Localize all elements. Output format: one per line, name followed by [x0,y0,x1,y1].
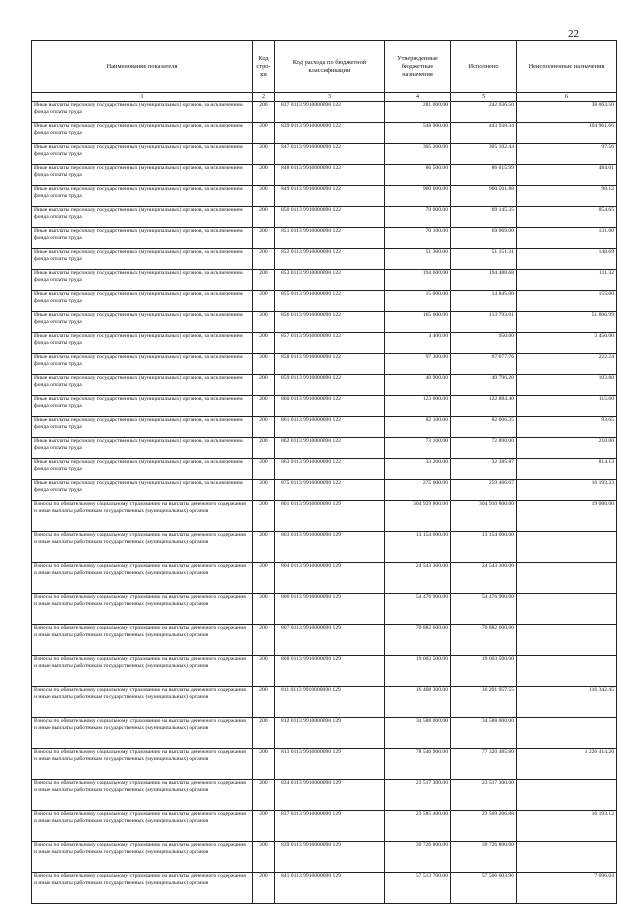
table-row [32,102,617,123]
approved-amount-cell: 51 300.00 [385,249,451,270]
approved-amount-cell: 73 100.00 [385,438,451,459]
header-indicator-name: Наименование показателя [32,41,253,93]
table-row [32,501,617,532]
executed-amount-cell: 13 154 000.00 [451,532,517,563]
executed-amount-cell: 14 845.00 [451,291,517,312]
expense-code-cell: 855 0113 9910000090 122 [275,291,385,312]
unexecuted-amount-cell [517,625,617,656]
line-code-cell: 200 [253,532,275,563]
table-row [32,123,617,144]
line-code-cell: 200 [253,144,275,165]
unexecuted-amount-cell: 103.80 [517,375,617,396]
unexecuted-amount-cell: 814.13 [517,459,617,480]
approved-amount-cell: 54 476 900.00 [385,594,451,625]
expense-code-cell: 862 0113 9910000090 122 [275,438,385,459]
unexecuted-amount-cell: 38 063.50 [517,102,617,123]
indicator-name-cell: Взносы по обязательному социальному страхованию на выплаты денежного содержания и иные выплаты работникам государственных (муниципальных) органов [32,873,253,904]
approved-amount-cell: 82 100.00 [385,417,451,438]
line-code-cell: 200 [253,375,275,396]
line-code-cell: 200 [253,354,275,375]
executed-amount-cell: 32 385.87 [451,459,517,480]
expense-code-cell: 806 0113 9910000090 129 [275,594,385,625]
column-number: 5 [451,93,517,102]
table-row [32,480,617,501]
line-code-cell: 200 [253,291,275,312]
unexecuted-amount-cell: 51 806.99 [517,312,617,333]
line-code-cell: 200 [253,312,275,333]
executed-amount-cell: 443 938.34 [451,123,517,144]
table-row [32,291,617,312]
executed-amount-cell: 51 151.31 [451,249,517,270]
column-number: 4 [385,93,451,102]
table-row [32,749,617,780]
expense-code-cell: 875 0113 9910000090 122 [275,480,385,501]
expense-code-cell: 812 0113 9910000090 129 [275,718,385,749]
executed-amount-cell: 39 726 800.00 [451,842,517,873]
line-code-cell: 200 [253,842,275,873]
indicator-name-cell: Иные выплаты персоналу государственных (муниципальных) органов, за исключением фонда оплаты труда [32,438,253,459]
expense-code-cell: 834 0113 9910000090 129 [275,780,385,811]
expense-code-cell: 849 0113 9910000090 122 [275,186,385,207]
approved-amount-cell: 165 600.00 [385,312,451,333]
indicator-name-cell: Взносы по обязательному социальному страхованию на выплаты денежного содержания и иные выплаты работникам государственных (муниципальных) органов [32,749,253,780]
indicator-name-cell: Иные выплаты персоналу государственных (муниципальных) органов, за исключением фонда оплаты труда [32,396,253,417]
executed-amount-cell: 70 882 600.00 [451,625,517,656]
line-code-cell: 200 [253,438,275,459]
indicator-name-cell: Иные выплаты персоналу государственных (муниципальных) органов, за исключением фонда оплаты труда [32,165,253,186]
unexecuted-amount-cell: 116 342.45 [517,687,617,718]
expense-code-cell: 860 0113 9910000090 122 [275,396,385,417]
unexecuted-amount-cell: 19 000.00 [517,501,617,532]
indicator-name-cell: Иные выплаты персоналу государственных (муниципальных) органов, за исключением фонда оплаты труда [32,102,253,123]
approved-amount-cell: 70 000.00 [385,207,451,228]
unexecuted-amount-cell: 222.24 [517,354,617,375]
table-row [32,594,617,625]
column-number: 6 [517,93,617,102]
indicator-name-cell: Иные выплаты персоналу государственных (муниципальных) органов, за исключением фонда оплаты труда [32,480,253,501]
expense-code-cell: 856 0113 9910000090 122 [275,312,385,333]
expense-code-cell: 850 0113 9910000090 122 [275,207,385,228]
unexecuted-amount-cell: 3 450.00 [517,333,617,354]
table-row [32,687,617,718]
approved-amount-cell: 97 300.00 [385,354,451,375]
approved-amount-cell: 15 000.00 [385,291,451,312]
indicator-name-cell: Иные выплаты персоналу государственных (муниципальных) органов, за исключением фонда оплаты труда [32,228,253,249]
executed-amount-cell: 304 910 800.00 [451,501,517,532]
expense-code-cell: 841 0113 9910000090 129 [275,873,385,904]
approved-amount-cell: 40 900.00 [385,375,451,396]
line-code-cell: 200 [253,656,275,687]
line-code-cell: 200 [253,687,275,718]
indicator-name-cell: Иные выплаты персоналу государственных (муниципальных) органов, за исключением фонда оплаты труда [32,249,253,270]
executed-amount-cell: 259 406.67 [451,480,517,501]
unexecuted-amount-cell: 210.00 [517,438,617,459]
indicator-name-cell: Иные выплаты персоналу государственных (муниципальных) органов, за исключением фонда оплаты труда [32,123,253,144]
table-row [32,312,617,333]
unexecuted-amount-cell: 16 193.12 [517,811,617,842]
expense-code-cell: 861 0113 9910000090 122 [275,417,385,438]
line-code-cell: 200 [253,625,275,656]
indicator-name-cell: Взносы по обязательному социальному страхованию на выплаты денежного содержания и иные выплаты работникам государственных (муниципальных) органов [32,718,253,749]
table-row [32,811,617,842]
table-row [32,438,617,459]
executed-amount-cell: 122 884.40 [451,396,517,417]
approved-amount-cell: 34 588 000.00 [385,718,451,749]
indicator-name-cell: Иные выплаты персоналу государственных (муниципальных) органов, за исключением фонда оплаты труда [32,312,253,333]
column-number: 3 [275,93,385,102]
unexecuted-amount-cell [517,532,617,563]
header-executed: Исполнено [451,41,517,93]
unexecuted-amount-cell: 115.60 [517,396,617,417]
unexecuted-amount-cell: 131.00 [517,228,617,249]
line-code-cell: 200 [253,417,275,438]
executed-amount-cell: 950.00 [451,333,517,354]
expense-code-cell: 839 0113 9910000090 122 [275,123,385,144]
approved-amount-cell: 39 726 800.00 [385,842,451,873]
indicator-name-cell: Взносы по обязательному социальному страхованию на выплаты денежного содержания и иные выплаты работникам государственных (муниципальных) органов [32,532,253,563]
line-code-cell: 200 [253,718,275,749]
expense-code-cell: 859 0113 9910000090 122 [275,375,385,396]
budget-execution-table [31,40,617,904]
expense-code-cell: 863 0113 9910000090 122 [275,459,385,480]
indicator-name-cell: Иные выплаты персоналу государственных (муниципальных) органов, за исключением фонда оплаты труда [32,375,253,396]
executed-amount-cell: 86 015.99 [451,165,517,186]
column-number: 1 [32,93,253,102]
unexecuted-amount-cell [517,594,617,625]
approved-amount-cell: 194 600.00 [385,270,451,291]
line-code-cell: 200 [253,228,275,249]
line-code-cell: 200 [253,594,275,625]
table-row [32,186,617,207]
line-code-cell: 200 [253,396,275,417]
approved-amount-cell: 4 400.00 [385,333,451,354]
unexecuted-amount-cell [517,656,617,687]
table-row [32,718,617,749]
table-body [32,102,617,904]
line-code-cell: 200 [253,780,275,811]
executed-amount-cell: 97 077.76 [451,354,517,375]
executed-amount-cell: 305 102.44 [451,144,517,165]
expense-code-cell: 839 0113 9910000090 129 [275,842,385,873]
approved-amount-cell: 24 543 300.00 [385,563,451,594]
unexecuted-amount-cell [517,718,617,749]
expense-code-cell: 847 0113 9910000090 122 [275,144,385,165]
approved-amount-cell: 70 882 600.00 [385,625,451,656]
executed-amount-cell: 72 890.00 [451,438,517,459]
line-code-cell: 200 [253,102,275,123]
indicator-name-cell: Иные выплаты персоналу государственных (муниципальных) органов, за исключением фонда оплаты труда [32,333,253,354]
executed-amount-cell: 54 476 900.00 [451,594,517,625]
table-row [32,228,617,249]
table-row [32,270,617,291]
approved-amount-cell: 123 000.00 [385,396,451,417]
unexecuted-amount-cell: 148.69 [517,249,617,270]
indicator-name-cell: Взносы по обязательному социальному страхованию на выплаты денежного содержания и иные выплаты работникам государственных (муниципальных) органов [32,563,253,594]
approved-amount-cell: 23 517 300.00 [385,780,451,811]
indicator-name-cell: Иные выплаты персоналу государственных (муниципальных) органов, за исключением фонда оплаты труда [32,144,253,165]
approved-amount-cell: 13 154 000.00 [385,532,451,563]
line-code-cell: 200 [253,333,275,354]
page-number: 22 [568,28,579,40]
executed-amount-cell: 69 145.35 [451,207,517,228]
executed-amount-cell: 34 588 000.00 [451,718,517,749]
expense-code-cell: 803 0113 9910000090 129 [275,532,385,563]
line-code-cell: 200 [253,186,275,207]
line-code-cell: 200 [253,270,275,291]
expense-code-cell: 807 0113 9910000090 129 [275,625,385,656]
expense-code-cell: 837 0113 9910000090 129 [275,811,385,842]
header-unexecuted: Неисполненные назначения [517,41,617,93]
unexecuted-amount-cell: 104 961.66 [517,123,617,144]
unexecuted-amount-cell [517,842,617,873]
header-line-code: Код стро-ки [253,41,275,93]
table-row [32,396,617,417]
executed-amount-cell: 69 969.00 [451,228,517,249]
approved-amount-cell: 33 200.00 [385,459,451,480]
table-row [32,563,617,594]
unexecuted-amount-cell: 16 193.33 [517,480,617,501]
approved-amount-cell: 57 513 700.00 [385,873,451,904]
executed-amount-cell: 194 488.68 [451,270,517,291]
line-code-cell: 200 [253,459,275,480]
expense-code-cell: 813 0113 9910000090 129 [275,749,385,780]
approved-amount-cell: 70 100.00 [385,228,451,249]
table-row [32,780,617,811]
unexecuted-amount-cell [517,780,617,811]
approved-amount-cell: 548 900.00 [385,123,451,144]
indicator-name-cell: Иные выплаты персоналу государственных (муниципальных) органов, за исключением фонда оплаты труда [32,270,253,291]
unexecuted-amount-cell: 97.56 [517,144,617,165]
expense-code-cell: 858 0113 9910000090 122 [275,354,385,375]
approved-amount-cell: 16 408 300.00 [385,687,451,718]
table-row [32,873,617,904]
line-code-cell: 200 [253,563,275,594]
executed-amount-cell: 77 320 485.80 [451,749,517,780]
approved-amount-cell: 23 585 400.00 [385,811,451,842]
indicator-name-cell: Взносы по обязательному социальному страхованию на выплаты денежного содержания и иные выплаты работникам государственных (муниципальных) органов [32,811,253,842]
line-code-cell: 200 [253,249,275,270]
table-row [32,417,617,438]
executed-amount-cell: 113 793.01 [451,312,517,333]
column-number-row [32,93,617,102]
expense-code-cell: 848 0113 9910000090 122 [275,165,385,186]
unexecuted-amount-cell: 155.00 [517,291,617,312]
line-code-cell: 200 [253,165,275,186]
expense-code-cell: 851 0113 9910000090 122 [275,228,385,249]
approved-amount-cell: 281 000.00 [385,102,451,123]
table-row [32,625,617,656]
indicator-name-cell: Взносы по обязательному социальному страхованию на выплаты денежного содержания и иные выплаты работникам государственных (муниципальных) органов [32,687,253,718]
line-code-cell: 200 [253,480,275,501]
line-code-cell: 200 [253,207,275,228]
table-row [32,656,617,687]
line-code-cell: 200 [253,749,275,780]
table-row [32,333,617,354]
executed-amount-cell: 16 291 957.55 [451,687,517,718]
indicator-name-cell: Взносы по обязательному социальному страхованию на выплаты денежного содержания и иные выплаты работникам государственных (муниципальных) органов [32,501,253,532]
header-approved: Утвержденные бюджетные назначения [385,41,451,93]
table-row [32,165,617,186]
indicator-name-cell: Иные выплаты персоналу государственных (муниципальных) органов, за исключением фонда оплаты труда [32,207,253,228]
executed-amount-cell: 242 936.50 [451,102,517,123]
line-code-cell: 200 [253,123,275,144]
line-code-cell: 200 [253,811,275,842]
expense-code-cell: 837 0113 9910000090 122 [275,102,385,123]
table-row [32,532,617,563]
expense-code-cell: 852 0113 9910000090 122 [275,249,385,270]
table-row [32,207,617,228]
approved-amount-cell: 19 003 500.00 [385,656,451,687]
expense-code-cell: 801 0113 9910000090 129 [275,501,385,532]
indicator-name-cell: Иные выплаты персоналу государственных (муниципальных) органов, за исключением фонда оплаты труда [32,186,253,207]
executed-amount-cell: 40 796.20 [451,375,517,396]
indicator-name-cell: Иные выплаты персоналу государственных (муниципальных) органов, за исключением фонда оплаты труда [32,354,253,375]
expense-code-cell: 808 0113 9910000090 129 [275,656,385,687]
executed-amount-cell: 23 517 300.00 [451,780,517,811]
executed-amount-cell: 960 501.88 [451,186,517,207]
approved-amount-cell: 305 200.00 [385,144,451,165]
indicator-name-cell: Взносы по обязательному социальному страхованию на выплаты денежного содержания и иные выплаты работникам государственных (муниципальных) органов [32,780,253,811]
table-row [32,144,617,165]
expense-code-cell: 853 0113 9910000090 122 [275,270,385,291]
line-code-cell: 200 [253,873,275,904]
header-expense-code: Код расхода по бюджетной классификации [275,41,385,93]
indicator-name-cell: Иные выплаты персоналу государственных (муниципальных) органов, за исключением фонда оплаты труда [32,417,253,438]
expense-code-cell: 811 0113 9910000090 129 [275,687,385,718]
approved-amount-cell: 960 600.00 [385,186,451,207]
approved-amount-cell: 304 929 800.00 [385,501,451,532]
table-row [32,354,617,375]
executed-amount-cell: 23 569 206.88 [451,811,517,842]
column-number: 2 [253,93,275,102]
indicator-name-cell: Взносы по обязательному социальному страхованию на выплаты денежного содержания и иные выплаты работникам государственных (муниципальных) органов [32,625,253,656]
unexecuted-amount-cell: 111.32 [517,270,617,291]
table-header-row [32,41,617,93]
executed-amount-cell: 82 006.35 [451,417,517,438]
indicator-name-cell: Взносы по обязательному социальному страхованию на выплаты денежного содержания и иные выплаты работникам государственных (муниципальных) органов [32,594,253,625]
expense-code-cell: 804 0113 9910000090 129 [275,563,385,594]
indicator-name-cell: Иные выплаты персоналу государственных (муниципальных) органов, за исключением фонда оплаты труда [32,291,253,312]
table-row [32,459,617,480]
executed-amount-cell: 19 003 500.00 [451,656,517,687]
unexecuted-amount-cell: 854.65 [517,207,617,228]
unexecuted-amount-cell: 93.65 [517,417,617,438]
table-row [32,375,617,396]
indicator-name-cell: Взносы по обязательному социальному страхованию на выплаты денежного содержания и иные выплаты работникам государственных (муниципальных) органов [32,656,253,687]
approved-amount-cell: 275 600.00 [385,480,451,501]
table-row [32,249,617,270]
unexecuted-amount-cell: 7 096.04 [517,873,617,904]
expense-code-cell: 857 0113 9910000090 122 [275,333,385,354]
executed-amount-cell: 24 543 300.00 [451,563,517,594]
executed-amount-cell: 57 506 603.96 [451,873,517,904]
unexecuted-amount-cell [517,563,617,594]
indicator-name-cell: Иные выплаты персоналу государственных (муниципальных) органов, за исключением фонда оплаты труда [32,459,253,480]
line-code-cell: 200 [253,501,275,532]
unexecuted-amount-cell: 1 226 414.20 [517,749,617,780]
approved-amount-cell: 86 500.00 [385,165,451,186]
table-row [32,842,617,873]
indicator-name-cell: Взносы по обязательному социальному страхованию на выплаты денежного содержания и иные выплаты работникам государственных (муниципальных) органов [32,842,253,873]
unexecuted-amount-cell: 98.12 [517,186,617,207]
approved-amount-cell: 78 546 900.00 [385,749,451,780]
unexecuted-amount-cell: 484.01 [517,165,617,186]
